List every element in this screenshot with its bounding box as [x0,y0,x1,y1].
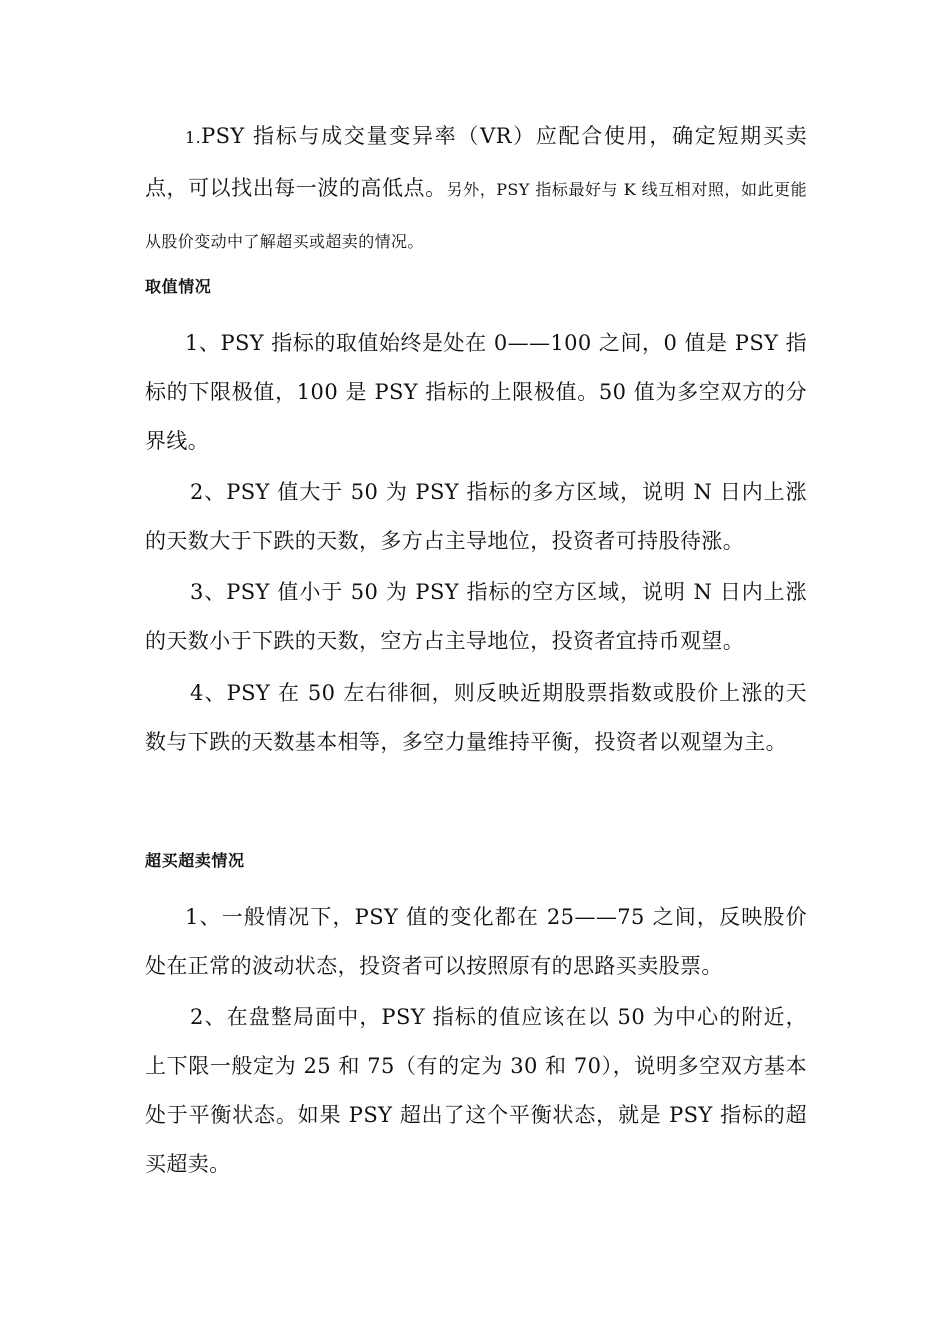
value-item-3: 3、PSY 值小于 50 为 PSY 指标的空方区域，说明 N 日内上涨的天数小于下跌的天数，空方占主导地位，投资者宜持币观望。 [145,580,807,653]
intro-main-text: PSY 指标与成交量变异率（VR）应配合使用，确定短期买卖点，可以找出每一波的高低点。 [145,124,807,200]
intro-small-text: 另外，PSY 指标最好与 K 线互相对照，如此更能从股价变动中了解超买或超卖的情况。 [145,180,807,251]
overbought-item-2: 2、在盘整局面中，PSY 指标的值应该在以 50 为中心的附近，上下限一般定为 25 和 75（有的定为 30 和 70），说明多空双方基本处于平衡状态。如果 PSY 超出了这个平衡状态，就是 PSY 指标的超买超卖。 [145,1005,807,1176]
section-heading-overbought: 超买超卖情况 [145,851,245,870]
section-heading-values: 取值情况 [145,277,212,296]
value-item-4: 4、PSY 在 50 左右徘徊，则反映近期股票指数或股价上涨的天数与下跌的天数基本相等，多空力量维持平衡，投资者以观望为主。 [145,681,807,754]
value-item-2: 2、PSY 值大于 50 为 PSY 指标的多方区域，说明 N 日内上涨的天数大于下跌的天数，多方占主导地位，投资者可持股待涨。 [145,480,807,553]
overbought-item-1: 1、一般情况下，PSY 值的变化都在 25——75 之间，反映股价处在正常的波动状态，投资者可以按照原有的思路买卖股票。 [145,905,807,978]
value-item-1: 1、PSY 指标的取值始终是处在 0——100 之间，0 值是 PSY 指标的下限极值，100 是 PSY 指标的上限极值。50 值为多空双方的分界线。 [145,331,807,453]
intro-paragraph [145,111,807,267]
intro-number: 1. [185,128,202,147]
